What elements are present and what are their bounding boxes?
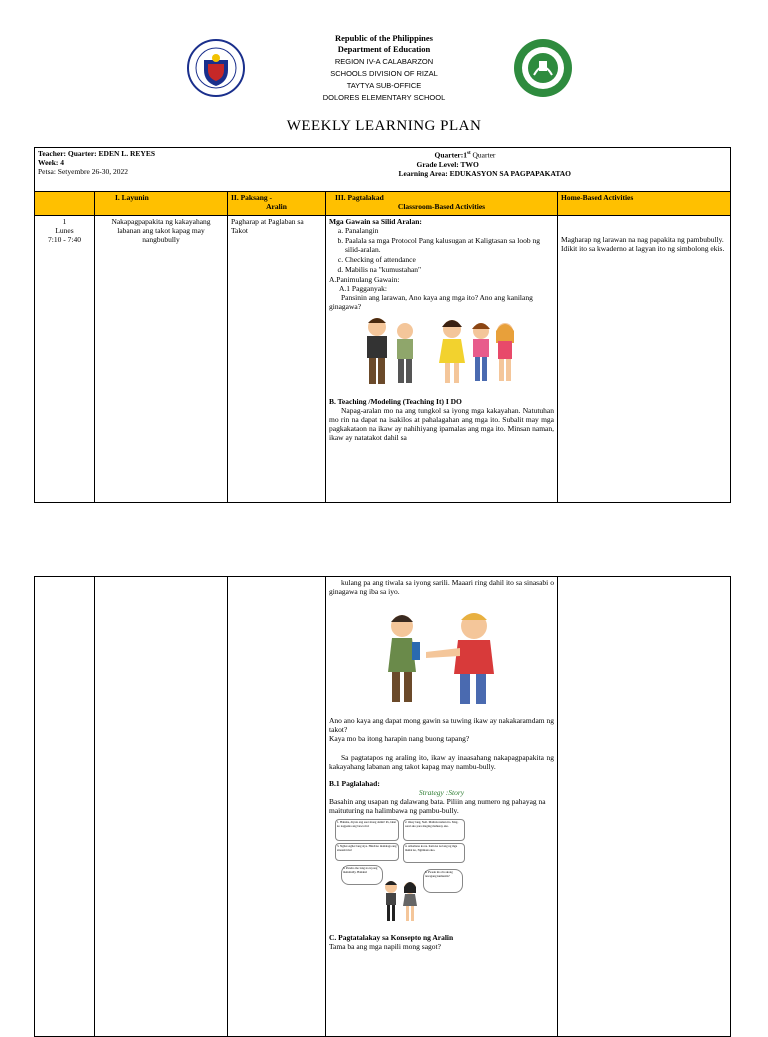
grade-info: Grade Level: TWO: [416, 159, 479, 169]
bubble-6: 6. Pwede mo rin akong tawagang kumustin?: [423, 869, 463, 893]
info-row: [35, 148, 731, 192]
col-layunin: I. Layunin: [95, 192, 228, 216]
column-header-row: [35, 192, 731, 216]
page-title: WEEKLY LEARNING PLAN: [286, 118, 482, 134]
story-dialogue: [335, 819, 465, 927]
header-division: SCHOOLS DIVISION OF RIZAL: [330, 69, 438, 78]
bully-illustration: [362, 608, 522, 708]
week-info: Week: 4: [38, 158, 65, 167]
bubble-5: 5. Pareho mo lang na tayong mabubully. Hahaha!: [341, 865, 383, 885]
header-school: DOLORES ELEMENTARY SCHOOL: [322, 93, 446, 102]
day-cell: 1 Lunes 7:10 - 7:40: [35, 216, 95, 503]
quarter-info: Quarter:1st Quarter: [434, 150, 496, 160]
activities-cell: Mga Gawain sa Silid Aralan: a. Panalangin b. Paalala sa mga Protocol Pang kalusugan at Kaligtasan sa loob ng silid-aralan. c. Checking of attendance d. Mabilis na "kumustahan" A.Panimulang Gawain: A.1 Pagganyak: Pansinin ang larawan, Ano kaya ang mga ito? Ano ang kanilang ginagawa? B. Teaching /Modeling (Teaching It) I DO Napag-aralan mo na ang tungkol sa iyong mga kakayahan. Natutuhan mo rin na dapat na isakilos at pahalagahan ang mga ito. Subalit may mga pagkakataon na ikaw ay nahihiyang ipamalas ang mga ito. Minsan naman, ikaw ay natatakot dahil sa: [326, 216, 558, 503]
petsa-info: Petsa: Setyembre 26-30, 2022: [38, 167, 128, 176]
header-suboffice: TAYTYA SUB-OFFICE: [346, 81, 422, 90]
header-deped: Department of Education: [337, 44, 431, 54]
bubble-3: 3. Ngiler-ngiler lang siya. Hindi ko mahalaga ang sinasabi mo!: [335, 843, 399, 861]
table-row: [35, 577, 731, 1037]
bubble-2: 2. Okay lang, Neil. Malinis naman ito. Mag-aaral ako para maging mahusay ako.: [403, 819, 465, 841]
weekly-plan-table-continued: [34, 576, 731, 1037]
bubble-1: 1. Hahaha, diyata ang suot mong damit! Pa, lahat ko nagpanta ang bawa mo!: [335, 819, 399, 841]
activities-list: a. Panalangin b. Paalala sa mga Protocol Pang kalusugan at Kaligtasan sa loob ng silid-aralan. c. Checking of attendance d. Mabilis na "kumustahan": [329, 226, 554, 274]
two-kids-icon: [381, 879, 421, 925]
header-republic: Republic of the Philippines: [334, 33, 433, 43]
col-paksa: II. Paksang - Aralin: [228, 192, 326, 216]
area-info: Learning Area: EDUKASYON SA PAGPAPAKATAO: [398, 168, 572, 178]
activities-cell-continued: kulang pa ang tiwala sa iyong sarili. Maaari ring dahil ito sa sinasabi o ginagawa ng iba sa iyo. Ano ano kaya ang dapat mong gawin sa tuwing ikaw ay nakakaramdam ng takot? Kaya mo ba itong harapin nang buong tapang? Sa pagtatapos ng araling ito, ikaw ay inaasahang nakapagpapakita ng kakayahang labanan ang takot kapag may nambu-bully. B.1 Paglalahad: Strategy :Story Basahin ang usapan ng dalawang bata. Piliin ang numero ng pahayag na maituturing na halimbawa ng pambu-bully. 1. Hahaha, diyata ang suot mong damit! Pa, lahat ko nagpanta ang bawa mo! 2. Okay lang, Neil. Malinis naman ito. Mag-aaral ako para maging mahusay ako. 3. Ngiler-ngiler lang siya. Hindi ko mahalaga ang sinasabi mo! 4. Alisabuna ka na. Kain ka na lang ng mga mahal ko, Ngitmana ako. 5. Pareho mo lang na tayong mabubully. Hahaha! 6. Pwede mo rin akong tawagang kumustin? C. Pagtatalakay sa Konsepto ng Aralin Tama ba ang mga napili mong sagot?: [326, 577, 558, 1037]
home-cell: Magharap ng larawan na nag papakita ng pambubully. Idikit ito sa kwaderno at lagyan ito ng simbolong ekis.: [558, 216, 731, 503]
bubble-4: 4. Alisabuna ka na. Kain ka na lang ng mga mahal ko, Ngitmana ako.: [403, 843, 465, 863]
paksa-cell: Pagharap at Paglaban sa Takot: [228, 216, 326, 503]
teacher-info: Teacher: Quarter: EDEN L. REYES: [38, 149, 156, 158]
table-row: [35, 216, 731, 503]
col-pagtalakad: III. Pagtalakad Classroom-Based Activities: [326, 192, 558, 216]
col-home: Home-Based Activities: [558, 192, 731, 216]
children-illustration: [357, 315, 527, 391]
weekly-plan-table: [34, 147, 731, 503]
layunin-cell: Nakapagpapakita ng kakayahang labanan ang takot kapag may nangbubully: [95, 216, 228, 503]
header-region: REGION IV-A CALABARZON: [334, 57, 434, 66]
